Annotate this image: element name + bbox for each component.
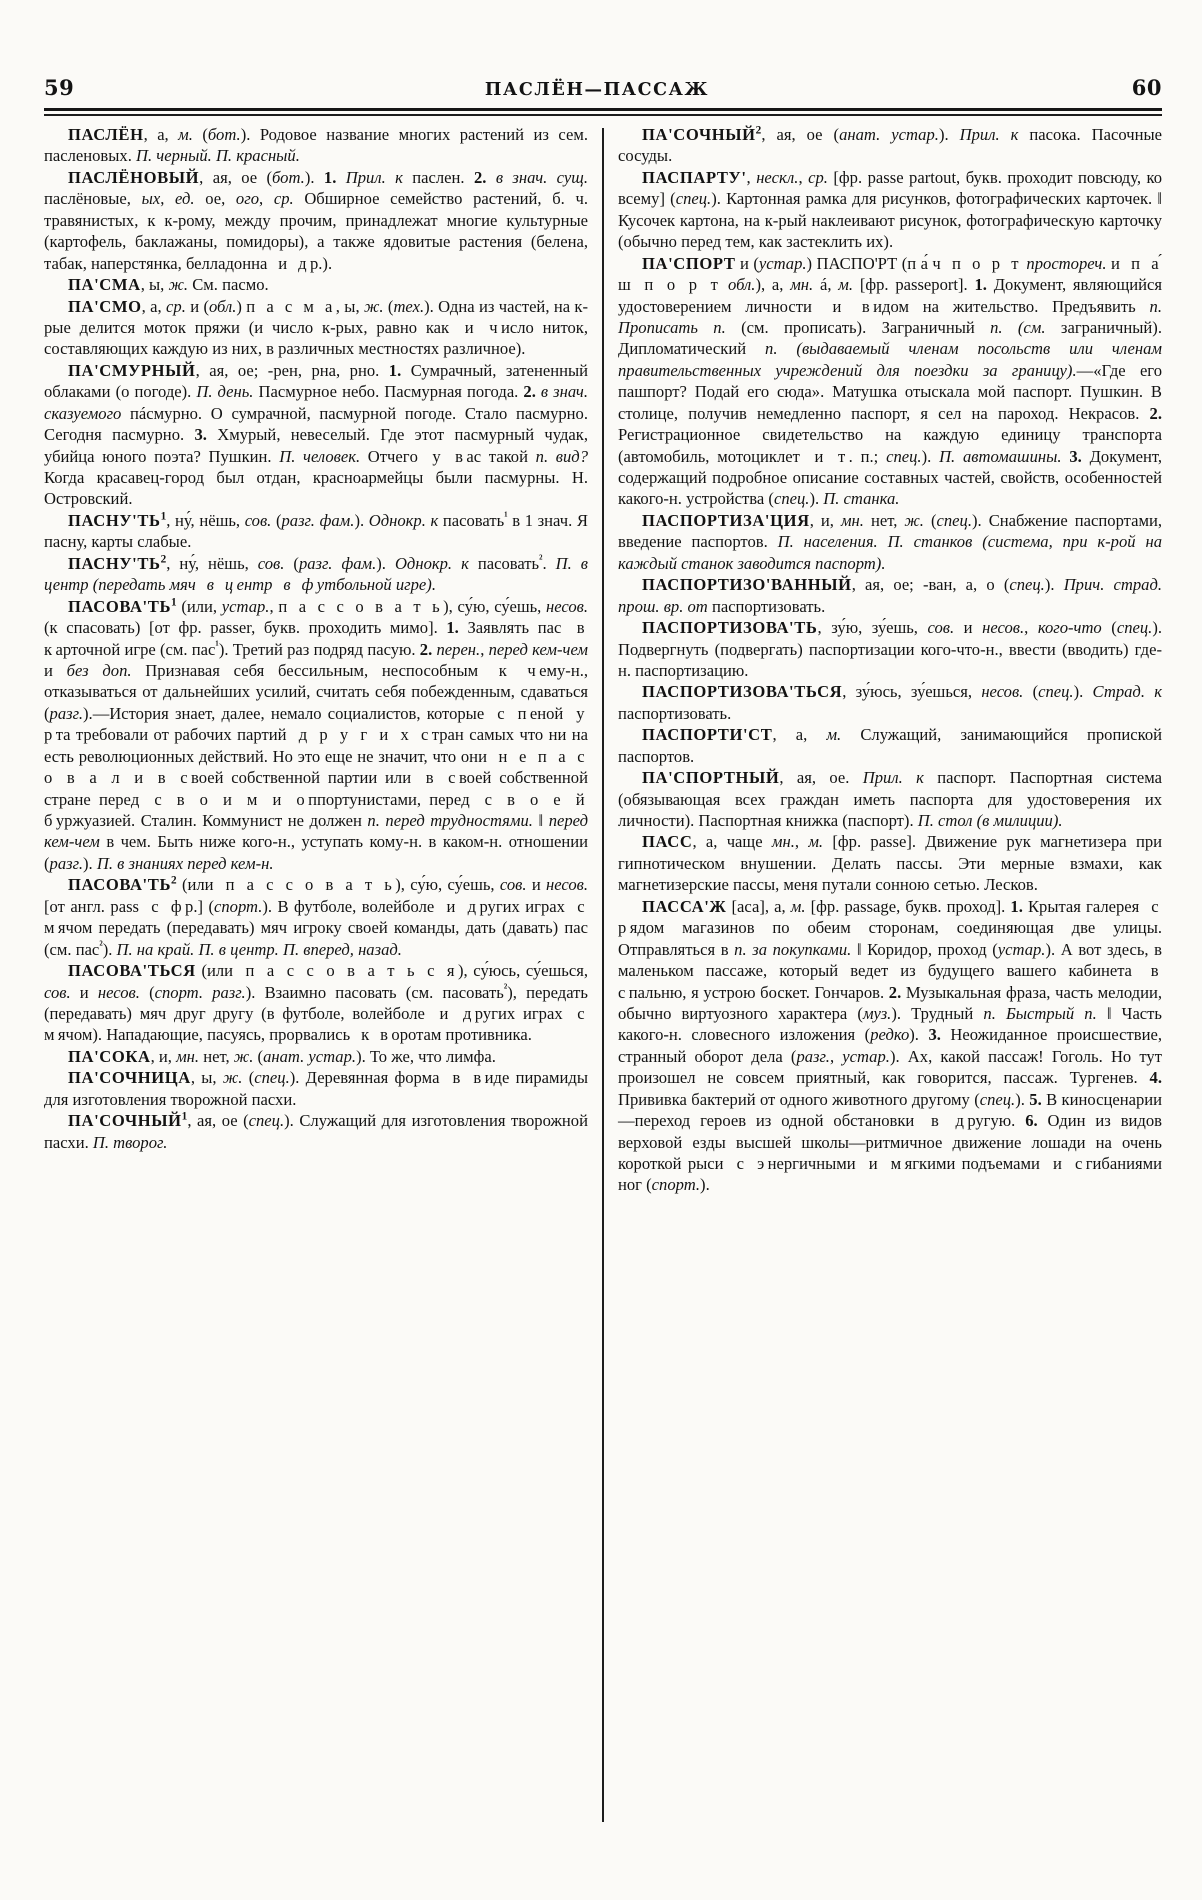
entry-headword: ПА'СОЧНИЦА (68, 1068, 191, 1088)
entry-homonym-index: 1 (160, 510, 167, 523)
text-columns (44, 124, 1162, 1824)
entry-headword: ПАСПОРТИЗОВА'ТЬСЯ (642, 682, 843, 702)
entry-headword: ПАСПОРТИЗА'ЦИЯ (642, 510, 810, 530)
rule-thin (44, 114, 1162, 116)
header-rule (44, 108, 1162, 116)
entry-headword: ПАСС (642, 832, 693, 852)
dictionary-entry (618, 896, 1162, 1196)
entry-body: , а, м. Служащий, занимающийся пропиской паспортов. (618, 725, 1162, 766)
entry-headword: ПА'СПОРТНЫЙ (642, 768, 780, 788)
dictionary-entry (618, 767, 1162, 831)
entry-body: , ая, ое (бот.). 1. Прил. к паслен. 2. в знач. сущ. паслёновые, ых, ед. ое, ого, ср. Обширное семейство растений, б. ч. травянистых, к к-рому, между прочим, принадлежат многие культурные (картофель, баклажаны, помидоры), а также ядовитые растения (белена, табак, наперстянка, белладонна и др.). (44, 167, 588, 273)
dictionary-entry (618, 510, 1162, 574)
entry-homonym-index: 1 (171, 596, 177, 609)
entry-homonym-index: 2 (160, 553, 167, 566)
folio-right: 60 (1131, 75, 1162, 100)
entry-headword: ПАСПОРТИ'СТ (642, 725, 773, 745)
entry-body: , а, ср. и (обл.) п а с м а, ы, ж. (тех.). Одна из частей, на к-рые делится моток пряжи (и число к-рых, равно как и число ниток, составляющих каждую из них, в различных местностях различное). (44, 296, 589, 359)
entry-body: , ы, ж. См. пасмо. (140, 275, 269, 295)
entry-body: , а, чаще мн., м. [фр. passe]. Движение рук магнетизера при гипнотическом внушении. Делать пассы. Эти мерные взмахи, как магнетизерские пассы, меня путали сонною сетью. Лесков. (618, 832, 1163, 895)
dictionary-entry (618, 124, 1162, 167)
entry-body: (или п а с с о в а т ь с я), су́юсь, су́ешься, сов. и несов. (спорт. разг.). Взаимно пасовать (см. пасовать$^{^2}$), передать (передавать) мяч друг другу (в футболе, волейболе и других играх с мячом). Нападающие, пасуясь, прорвались к воротам противника. (44, 961, 588, 1045)
entry-headword: ПАСПОРТИЗОВА'ТЬ (642, 618, 818, 638)
entry-body: , зу́ю, зу́ешь, сов. и несов., кого-что (спец.). Подвергнуть (подвергать) паспортизации кого-что-н., ввести (вводить) где-н. паспортизацию. (618, 618, 1162, 680)
entry-body: и (устар.) ПАСПО'РТ (п а́ ч п о р т простореч. и п аш п о р т обл.), а, мн. á, м. [фр. passeport]. 1. Документ, являющийся удостоверением личности и видом на жительство. Предъявить п. Прописать п. (см. прописать). Заграничный п. (см. заграничный). Дипломатический п. (выдаваемый членам посольств или членам правительственных учреждений для поездки за границу).—«Где его пашпорт? Подай его сюда». Матушка отыскала мой паспорт. Пушкин. В столице, получив немедленно паспорт, я сел на пароход. Некрасов. 2. Регистрационное свидетельство на каждую единицу транспорта (автомобиль, мотоциклет и т. п.; спец.). П. автомашины. 3. Документ, содержащий подробное описание составных частей, свойств, особенностей какого-н. устройства (спец.). П. станка. (618, 253, 1163, 509)
dictionary-entry (44, 510, 588, 553)
entry-headword: ПАСЛЁНОВЫЙ (68, 167, 200, 187)
entry-headword: ПАСНУ'ТЬ (68, 510, 161, 530)
entry-body: [аса], а, м. [фр. passage, букв. проход]. 1. Крытая галерея с рядом магазинов по обеим сторонам, соединяющая две улицы. Отправляться в п. за покупками. ‖ Коридор, проход (устар.). А вот здесь, в маленьком пассаже, который ведет из будущего вашего кабинета в спальню, я устрою боскет. Гончаров. 2. Музыкальная фраза, часть мелодии, обычно виртуозного характера (муз.). Трудный п. Быстрый п. ‖ Часть какого-н. словесного изложения (редко). 3. Неожиданное происшествие, странный оборот дела (разг., устар.). Ах, какой пассаж! Гоголь. Но тут произошел не совсем приятный, как говорится, пассаж. Тургенев. 4. Прививка бактерий от одного животного другому (спец.). 5. В киносценарии—переход героев из одной обстановки в другую. 6. Один из видов верховой езды высшей школы—ритмичное движение лошади на очень короткой рыси с энергичными и мягкими подъемами и сгибаниями ног (спорт.). (618, 896, 1163, 1195)
dictionary-entry (618, 574, 1162, 617)
entry-headword: ПА'СОЧНЫЙ (642, 125, 756, 144)
dictionary-entry (618, 253, 1162, 510)
entry-headword: ПАССА'Ж (642, 896, 727, 916)
dictionary-entry (44, 553, 588, 596)
entry-headword: ПАСОВА'ТЬ (68, 875, 172, 895)
dictionary-entry (618, 617, 1162, 681)
column-right (616, 124, 1162, 1824)
entry-headword: ПА'СОКА (68, 1046, 151, 1066)
entry-body: , ая, ое (спец.). Служащий для изготовления творожной пасхи. П. творог. (44, 1111, 588, 1152)
dictionary-entry (44, 1110, 588, 1153)
dictionary-entry (618, 831, 1162, 895)
entry-body: , нескл., ср. [фр. passe partout, букв. проходит повсюду, ко всему] (спец.). Картонная рамка для рисунков, фотографических карточек. ‖ Кусочек картона, на к-рый наклеивают рисунок, фотографическую карточку (обычно перед тем, как застеклить их). (618, 167, 1163, 252)
entry-headword: ПАСОВА'ТЬ (68, 596, 172, 616)
entry-headword: ПАСПАРТУ' (642, 167, 747, 187)
dictionary-entry (44, 274, 588, 295)
entry-body: , ая, ое. Прил. к паспорт. Паспортная система (обязывающая всех граждан иметь паспорта для удостоверения их личности). Паспортная книжка (паспорт). П. стол (в милиции). (618, 768, 1162, 830)
entry-headword: ПА'СПОРТ (642, 253, 736, 273)
dictionary-entry (44, 124, 588, 167)
entry-headword: ПАСПОРТИЗО'ВАННЫЙ (642, 575, 852, 595)
dictionary-entry (618, 724, 1162, 767)
entry-body: , ы, ж. (спец.). Деревянная форма в виде пирамиды для изготовления творожной пасхи. (44, 1068, 589, 1109)
entry-homonym-index: 1 (181, 1110, 188, 1123)
dictionary-entry (44, 167, 588, 274)
dictionary-entry (44, 874, 588, 960)
folio-left: 59 (44, 75, 75, 100)
entry-body: , ну́, нёшь, сов. (разг. фам.). Однокр. к пасовать$^{^1}$ в 1 знач. Я пасну, карты слабые. (44, 510, 588, 552)
entry-body: , ая, ое; -рен, рна, рно. 1. Сумрачный, затененный облаками (о погоде). П. день. Пасмурное небо. Пасмурная погода. 2. в знач. сказуемого пáсмурно. О сумрачной, пасмурной погоде. Стало пасмурно. Сегодня пасмурно. 3. Хмурый, невеселый. Где этот пасмурный чудак, убийца юного поэта? Пушкин. П. человек. Отчего у вас такой п. вид? Когда красавец-город был отдан, красноармейцы были пасмурны. Н. Островский. (44, 360, 588, 509)
entry-body: (или, устар., п а с с о в а т ь), су́ю, су́ешь, несов. (к спасовать) [от фр. passer, букв. проходить мимо]. 1. Заявлять пас в карточной игре (см. пас$^{^1}$). Третий раз подряд пасую. 2. перен., перед кем-чем и без доп. Признавая себя бессильным, неспособным к чему-н., отказываться от дальнейших усилий, считать себя побежденным, сдаваться (разг.).—История знает, далее, немало социалистов, которые с пеной у рта требовали от рабочих партий д р у г и х стран самых что ни на есть революционных действий. Но это еще не значит, что они н е п а с о в а л и в своей собственной партии или в своей собственной стране перед с в о и м и оппортунистами, перед с в о е й буржуазией. Сталин. Коммунист не должен п. перед трудностями. ‖ перед кем-чем в чем. Быть ниже кого-н., уступать кому-н. в каком-н. отношении (разг.). П. в знаниях перед кем-н. (44, 596, 589, 873)
entry-headword: ПА'СМУРНЫЙ (68, 360, 196, 380)
column-divider (602, 128, 604, 1822)
entry-body: , зу́юсь, зу́ешься, несов. (спец.). Страд. к паспортизовать. (618, 682, 1162, 723)
entry-headword: ПАСНУ'ТЬ (68, 553, 161, 573)
dictionary-entry (44, 596, 588, 875)
entry-body: , а, м. (бот.). Родовое название многих растений из сем. пасленовых. П. черный. П. красный. (44, 125, 588, 166)
entry-headword: ПА'СМА (68, 275, 141, 295)
entry-body: , и, мн. нет, ж. (спец.). Снабжение паспортами, введение паспортов. П. населения. П. станков (система, при к-рой на каждый станок заводится паспорт). (618, 510, 1162, 573)
page-title: ПАСЛЁН—ПАССАЖ (484, 80, 710, 100)
entry-body: , ну́, нёшь, сов. (разг. фам.). Однокр. к пасовать$^{^2}$. П. в центр (передать мяч в центр в футбольной игре). (44, 553, 589, 595)
entry-body: (или п а с с о в а т ь), су́ю, су́ешь, сов. и несов. [от англ. pass с фр.] (спорт.). В футболе, волейболе и других играх с мячом передать (передавать) мяч игроку своей команды, дать (давать) пас (см. пас$^{^2}$). П. на край. П. в центр. П. вперед, назад. (44, 875, 588, 959)
dictionary-entry (44, 360, 588, 510)
dictionary-entry (618, 167, 1162, 253)
entry-body: , ая, ое; -ван, а, о (спец.). Прич. страд. прош. вр. от паспортизовать. (618, 575, 1162, 616)
dictionary-entry (44, 1046, 588, 1067)
dictionary-entry (44, 1067, 588, 1110)
entry-headword: ПА'СМО (68, 296, 142, 316)
entry-headword: ПАСОВА'ТЬСЯ (68, 961, 196, 981)
entry-body: , и, мн. нет, ж. (анат. устар.). То же, что лимфа. (150, 1046, 496, 1066)
column-left (44, 124, 602, 1824)
entry-body: , ая, ое (анат. устар.). Прил. к пасока. Пасочные сосуды. (618, 125, 1162, 166)
entry-homonym-index: 2 (171, 874, 177, 887)
running-head (44, 66, 1162, 100)
entry-headword: ПА'СОЧНЫЙ (68, 1111, 182, 1131)
entry-homonym-index: 2 (755, 124, 762, 137)
dictionary-entry (618, 681, 1162, 724)
dictionary-entry (44, 296, 588, 360)
dictionary-entry (44, 960, 588, 1046)
entry-headword: ПАСЛЁН (68, 125, 144, 144)
